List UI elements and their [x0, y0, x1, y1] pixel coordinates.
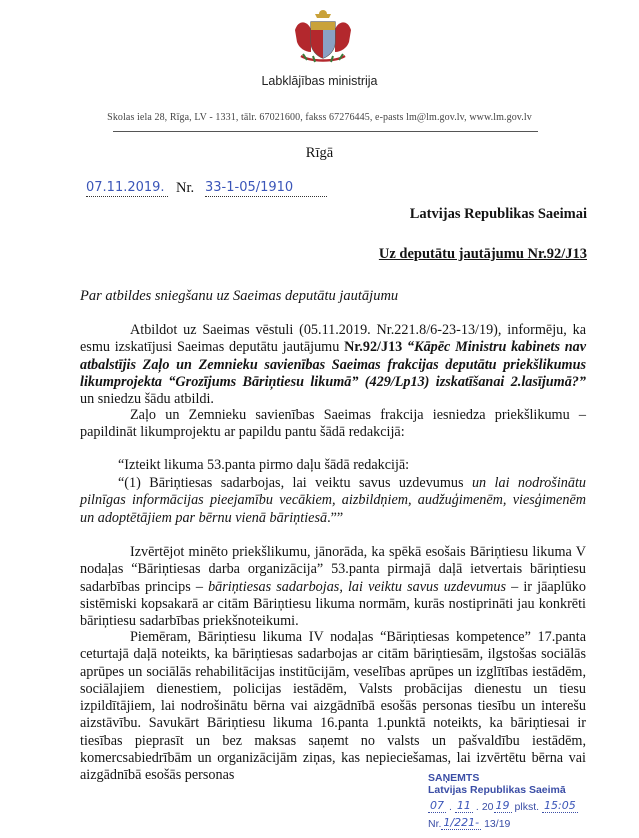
- subject-line: Uz deputātu jautājumu Nr.92/J13: [378, 246, 587, 262]
- stamp-title: SAŅEMTS: [428, 772, 480, 784]
- stamp-date-row: 07 . 11 . 20 19 plkst. 15:05: [430, 799, 576, 813]
- coat-of-arms-icon: [291, 8, 355, 64]
- registration-number: 33-1-05/1910: [205, 180, 327, 197]
- stamp-year-label: 20: [481, 801, 494, 813]
- letter-topic: Par atbildes sniegšanu uz Saeimas deputātu jautājumu: [80, 288, 399, 304]
- ministry-address: Skolas iela 28, Rīga, LV - 1331, tālr. 67021600, fakss 67276445, e-pasts lm@lm.gov.lv, www.lm.gov.lv: [107, 112, 532, 123]
- letterhead-divider: [113, 131, 538, 132]
- stamp-time: 15:05: [544, 799, 576, 812]
- stamp-nr-suffix: 13/19: [484, 818, 511, 830]
- registration-number-label: Nr.: [176, 180, 195, 196]
- recipient: Latvijas Republikas Saeimai: [409, 206, 587, 222]
- stamp-time-label: plkst.: [514, 801, 540, 813]
- registration-date: 07.11.2019.: [86, 180, 168, 197]
- stamp-nr-value: 1/221-: [443, 816, 480, 829]
- paragraph-example: Piemēram, Bāriņtiesu likuma IV nodaļas “Bāriņtiesas kompetence” 17.panta ceturtajā daļā noteikts, ka bāriņtiesas sadarbojas ar citām bāriņtiesām, ilgstošas sociālās aprūpes un sociālās rehabilitācijas institūcijām, veselības aprūpes un izglītības iestādēm, sociālajiem dienestiem, policijas iestādēm, Valsts probācijas dienestu un tiesu izpildītājiem, lai nodrošinātu bērna vai aizgādnībā esošās personas tiesību un interešu aizstāvību. Savukārt Bāriņtiesu likuma 16.panta 1.punktā noteikts, ka bāriņtiesai ir tiesības pieprasīt un bez maksas saņemt no valsts un pašvaldību iestādēm, komercsabiedrībām un organizācijām ziņas, kas nepieciešamas, lai izvērtētu bērna vai aizgādnībā esošās personas: [80, 629, 586, 784]
- paragraph-intro: Atbildot uz Saeimas vēstuli (05.11.2019. Nr.221.8/6-23-13/19), informēju, ka esmu izskatījusi Saeimas deputātu jautājumu Nr.92/J13 “Kāpēc Ministru kabinets nav atbalstījis Zaļo un Zemnieku savienības Saeimas frakcijas deputātu priekšlikumus likumprojekta “Grozījums Bāriņtiesu likumā” (429/Lp13) izskatīšanai 2.lasījumā?” un sniedzu šādu atbildi.: [80, 322, 586, 408]
- city-name: Rīgā: [305, 145, 334, 161]
- paragraph-evaluation: Izvērtējot minēto priekšlikumu, jānorāda, ka spēkā esošais Bāriņtiesu likuma V nodaļas “Bāriņtiesas darba organizācija” 53.panta pirmajā daļā ietvertais bāriņtiesu sadarbības princips – bāriņtiesas sadarbojas, lai veiktu savus uzdevumus – ir jāaplūko sistēmiski kopsakarā ar citām Bāriņtiesu likuma normām, kurās nostiprināti jau konkrēti bāriņtiesu sadarbības priekšnoteikumi.: [80, 544, 586, 630]
- stamp-year: 19: [495, 799, 510, 812]
- ministry-name: Labklājības ministrija: [261, 74, 378, 88]
- stamp-institution: Latvijas Republikas Saeimā: [428, 784, 566, 796]
- stamp-month: 11: [456, 799, 471, 812]
- paragraph-quote-intro: “Izteikt likuma 53.panta pirmo daļu šādā redakcijā:: [118, 457, 410, 473]
- received-stamp: [428, 772, 594, 830]
- stamp-nr-label: Nr.: [428, 818, 442, 830]
- stamp-number-row: [428, 816, 594, 830]
- paragraph-quote-text: “(1) Bāriņtiesas sadarbojas, lai veiktu savus uzdevumus un lai nodrošinātu pilnīgas informācijas pieejamību vecākiem, aizbildņiem, audžuģimenēm, viesģimenēm un adoptētājiem par bērnu vienā bāriņtiesā.””: [80, 475, 586, 526]
- paragraph-proposal: Zaļo un Zemnieku savienības Saeimas frakcija iesniedza priekšlikumu – papildināt likumprojektu ar papildu pantu šādā redakcijā:: [80, 407, 586, 441]
- stamp-day: 07: [430, 799, 444, 812]
